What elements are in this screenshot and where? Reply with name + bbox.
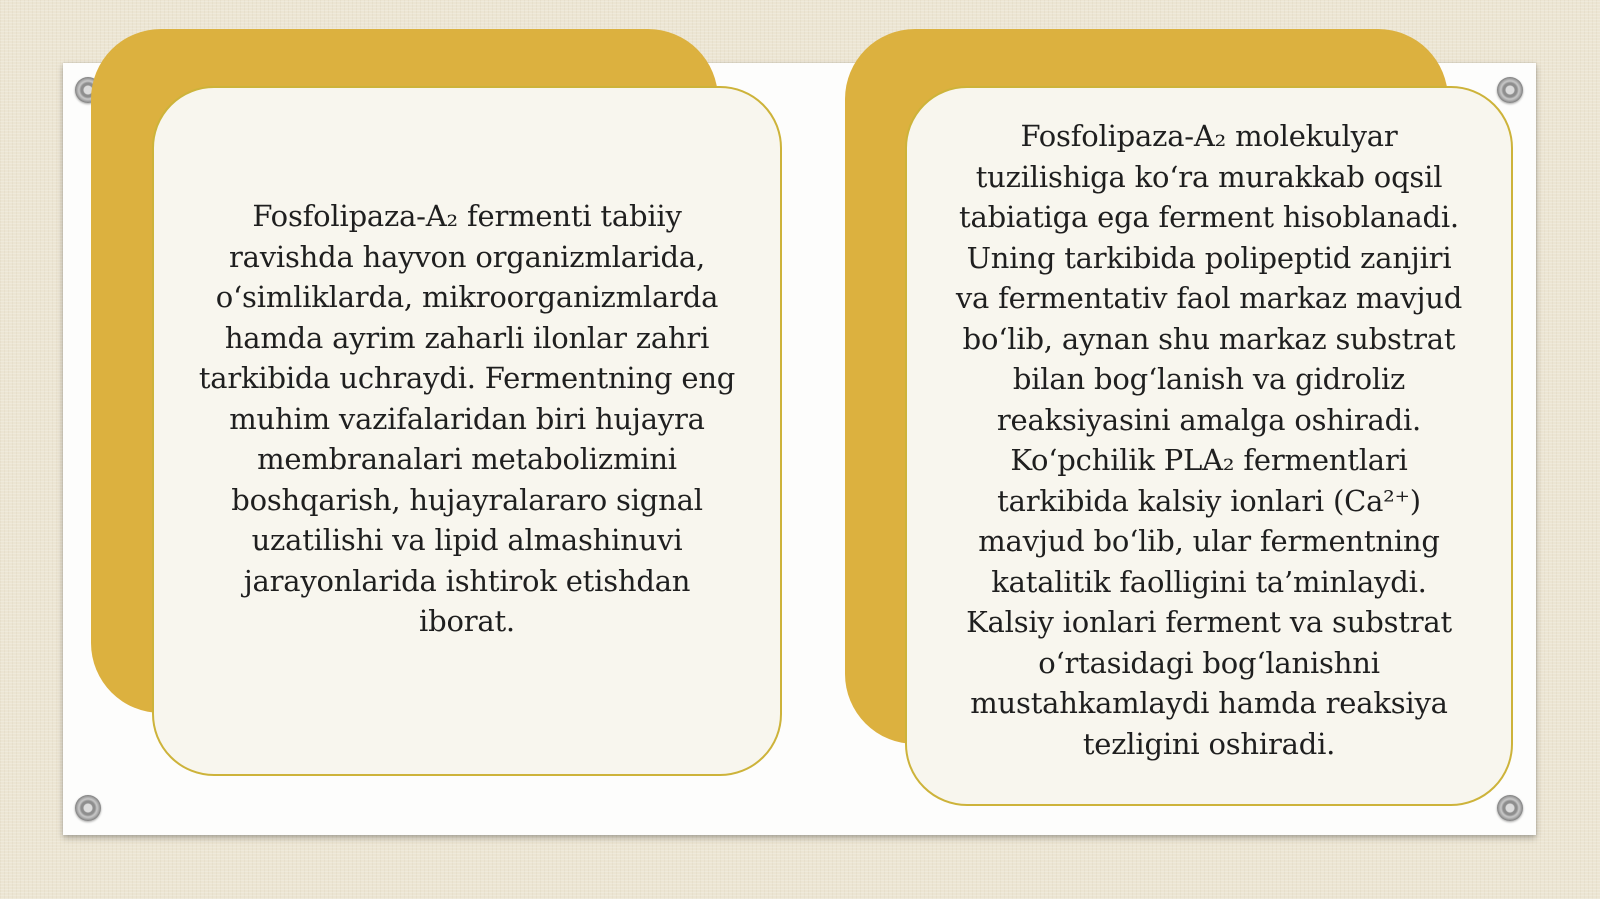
right-card-text: Fosfolipaza-A₂ molekulyar tuzilishiga ko‘ra murakkab oqsil tabiatiga ega ferment hisoblanadi. Uning tarkibida polipeptid zanjiri va fermentativ faol markaz mavjud bo‘lib, aynan shu markaz substrat bilan bog‘lanish va gidroliz reaksiyasini amalga oshiradi. Ko‘pchilik PLA₂ fermentlari tarkibida kalsiy ionlari (Ca²⁺) mavjud bo‘lib, ular fermentning katalitik faolligini ta’minlaydi. Kalsiy ionlari ferment va substrat o‘rtasidagi bog‘lanishni mustahkamlaydi hamda reaksiya tezligini oshiradi.: [955, 119, 1463, 761]
pin-icon: [75, 795, 101, 821]
pin-icon: [1497, 795, 1523, 821]
left-card-text: Fosfolipaza-A₂ fermenti tabiiy ravishda hayvon organizmlarida, o‘simliklarda, mikroorganizmlarda hamda ayrim zaharli ilonlar zahri tarkibida uchraydi. Fermentning eng muhim vazifalaridan biri hujayra membranalari metabolizmini boshqarish, hujayralararo signal uzatilishi va lipid almashinuvi jarayonlarida ishtirok etishdan iborat.: [198, 199, 736, 639]
right-text-card: [905, 86, 1513, 806]
left-text-card: [152, 86, 782, 776]
pin-icon: [1497, 77, 1523, 103]
